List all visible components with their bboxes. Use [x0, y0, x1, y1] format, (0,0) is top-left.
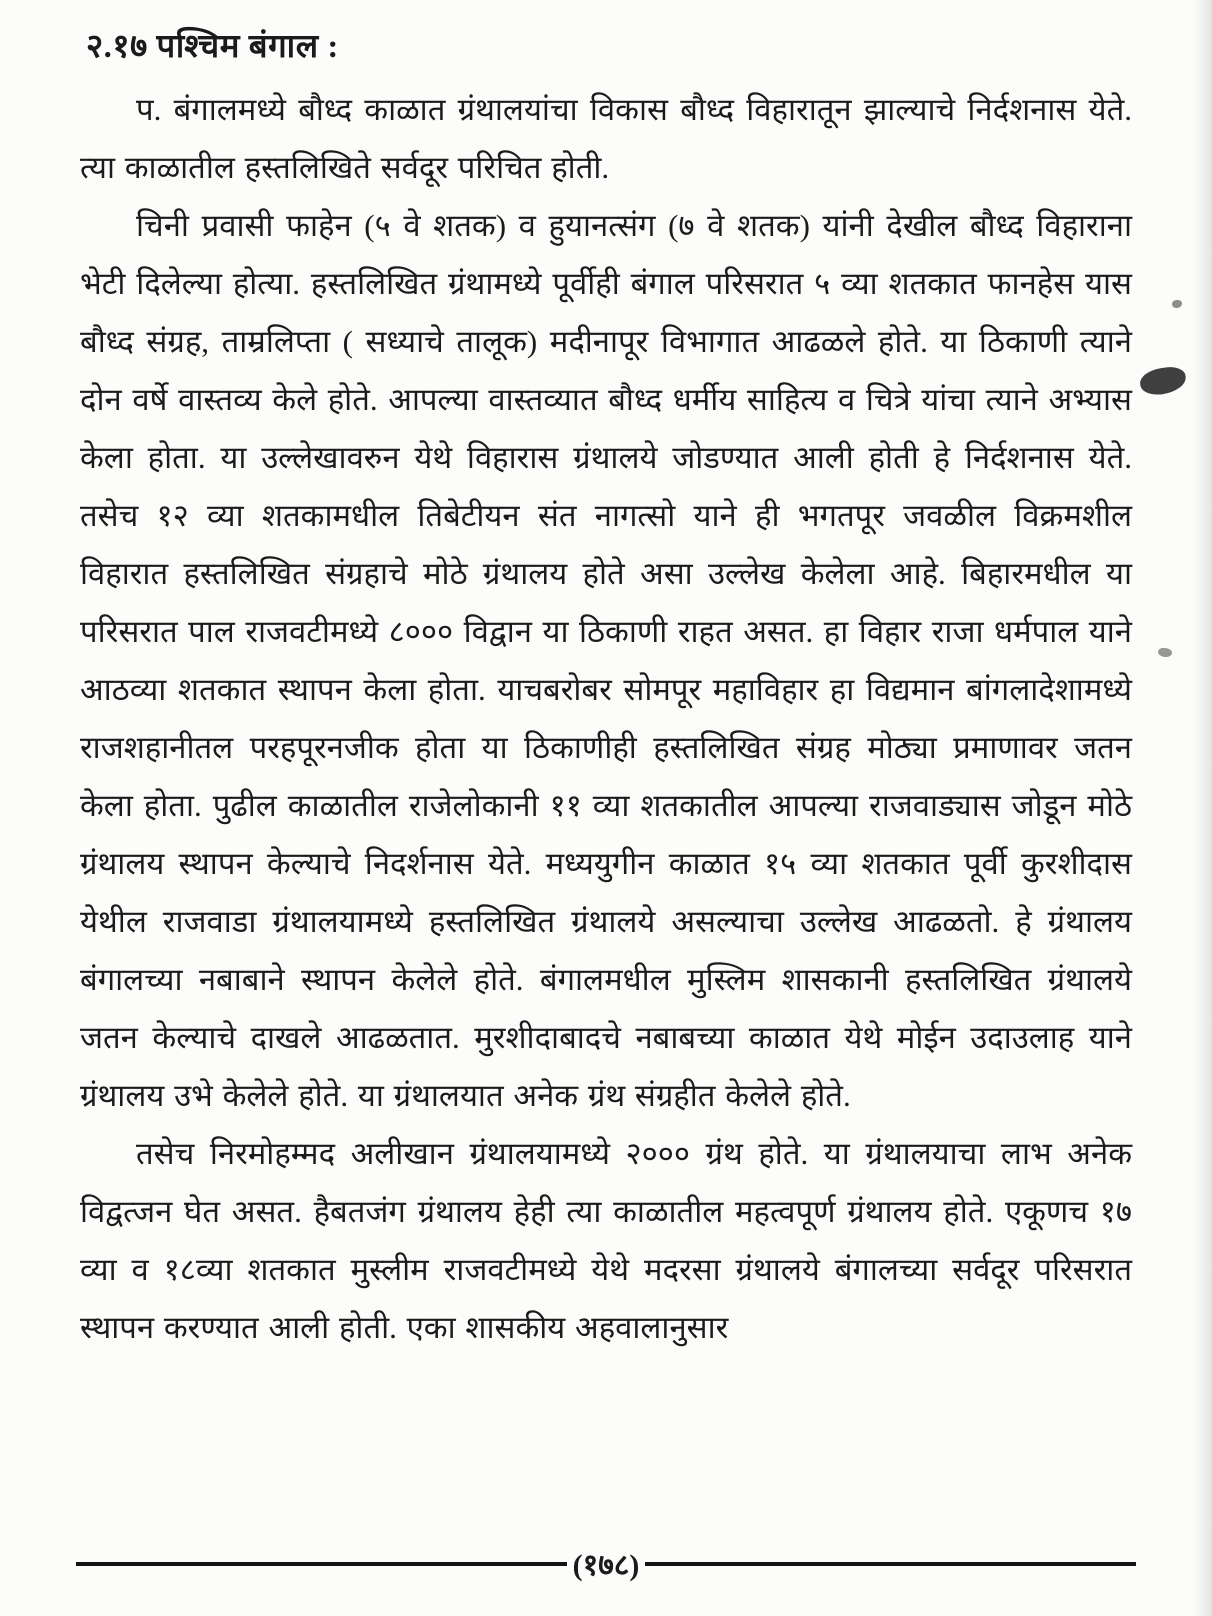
page-number: (१७८)	[572, 1549, 640, 1582]
footer-rule-right	[645, 1562, 1136, 1566]
page-footer	[76, 1543, 1136, 1584]
paragraph-2: चिनी प्रवासी फाहेन (५ वे शतक) व हुयानत्संग (७ वे शतक) यांनी देखील बौध्द विहाराना भेटी दिलेल्या होत्या. हस्तलिखित ग्रंथामध्ये पूर्वीही बंगाल परिसरात ५ व्या शतकात फानहेस यास बौध्द संग्रह, ताम्रलिप्ता ( सध्याचे तालूक) मदीनापूर विभागात आढळले होते. या ठिकाणी त्याने दोन वर्षे वास्तव्य केले होते. आपल्या वास्तव्यात बौध्द धर्मीय साहित्य व चित्रे यांचा त्याने अभ्यास केला होता. या उल्लेखावरुन येथे विहारास ग्रंथालये जोडण्यात आली होती हे निर्दशनास येते. तसेच १२ व्या शतकामधील तिबेटीयन संत नागत्सो याने ही भगतपूर जवळील विक्रमशील विहारात हस्तलिखित संग्रहाचे मोठे ग्रंथालय होते असा उल्लेख केलेला आहे. बिहारमधील या परिसरात पाल राजवटीमध्ये ८००० विद्वान या ठिकाणी राहत असत. हा विहार राजा धर्मपाल याने आठव्या शतकात स्थापन केला होता. याचबरोबर सोमपूर महाविहार हा विद्यमान बांगलादेशामध्ये राजशहानीतल परहपूरनजीक होता या ठिकाणीही हस्तलिखित संग्रह मोठ्या प्रमाणावर जतन केला होता. पुढील काळातील राजेलोकानी ११ व्या शतकातील आपल्या राजवाड्यास जोडून मोठे ग्रंथालय स्थापन केल्याचे निदर्शनास येते. मध्ययुगीन काळात १५ व्या शतकात पूर्वी कुरशीदास येथील राजवाडा ग्रंथालयामध्ये हस्तलिखित ग्रंथालये असल्याचा उल्लेख आढळतो. हे ग्रंथालय बंगालच्या नबाबाने स्थापन केलेले होते. बंगालमधील मुस्लिम शासकानी हस्तलिखित ग्रंथालये जतन केल्याचे दाखले आढळतात. मुरशीदाबादचे नबाबच्या काळात येथे मोईन उदाउलाह याने ग्रंथालय उभे केलेले होते. या ग्रंथालयात अनेक ग्रंथ संग्रहीत केलेले होते.	[80, 208, 1132, 1113]
section-heading: २.१७ पश्चिम बंगाल :	[86, 29, 339, 65]
paragraph-3: तसेच निरमोहम्मद अलीखान ग्रंथालयामध्ये २००० ग्रंथ होते. या ग्रंथालयाचा लाभ अनेक विद्वत्जन घेत असत. हैबतजंग ग्रंथालय हेही त्या काळातील महत्वपूर्ण ग्रंथालय होते. एकूणच १७ व्या व १८व्या शतकात मुस्लीम राजवटीमध्ये येथे मदरसा ग्रंथालये बंगालच्या सर्वदूर परिसरात स्थापन करण्यात आली होती. एका शासकीय अहवालानुसार	[80, 1136, 1132, 1345]
paragraph-1: प. बंगालमध्ये बौध्द काळात ग्रंथालयांचा विकास बौध्द विहारातून झाल्याचे निर्दशनास येते. त्या काळातील हस्तलिखिते सर्वदूर परिचित होती.	[80, 92, 1132, 185]
footer-rule-left	[76, 1562, 567, 1566]
